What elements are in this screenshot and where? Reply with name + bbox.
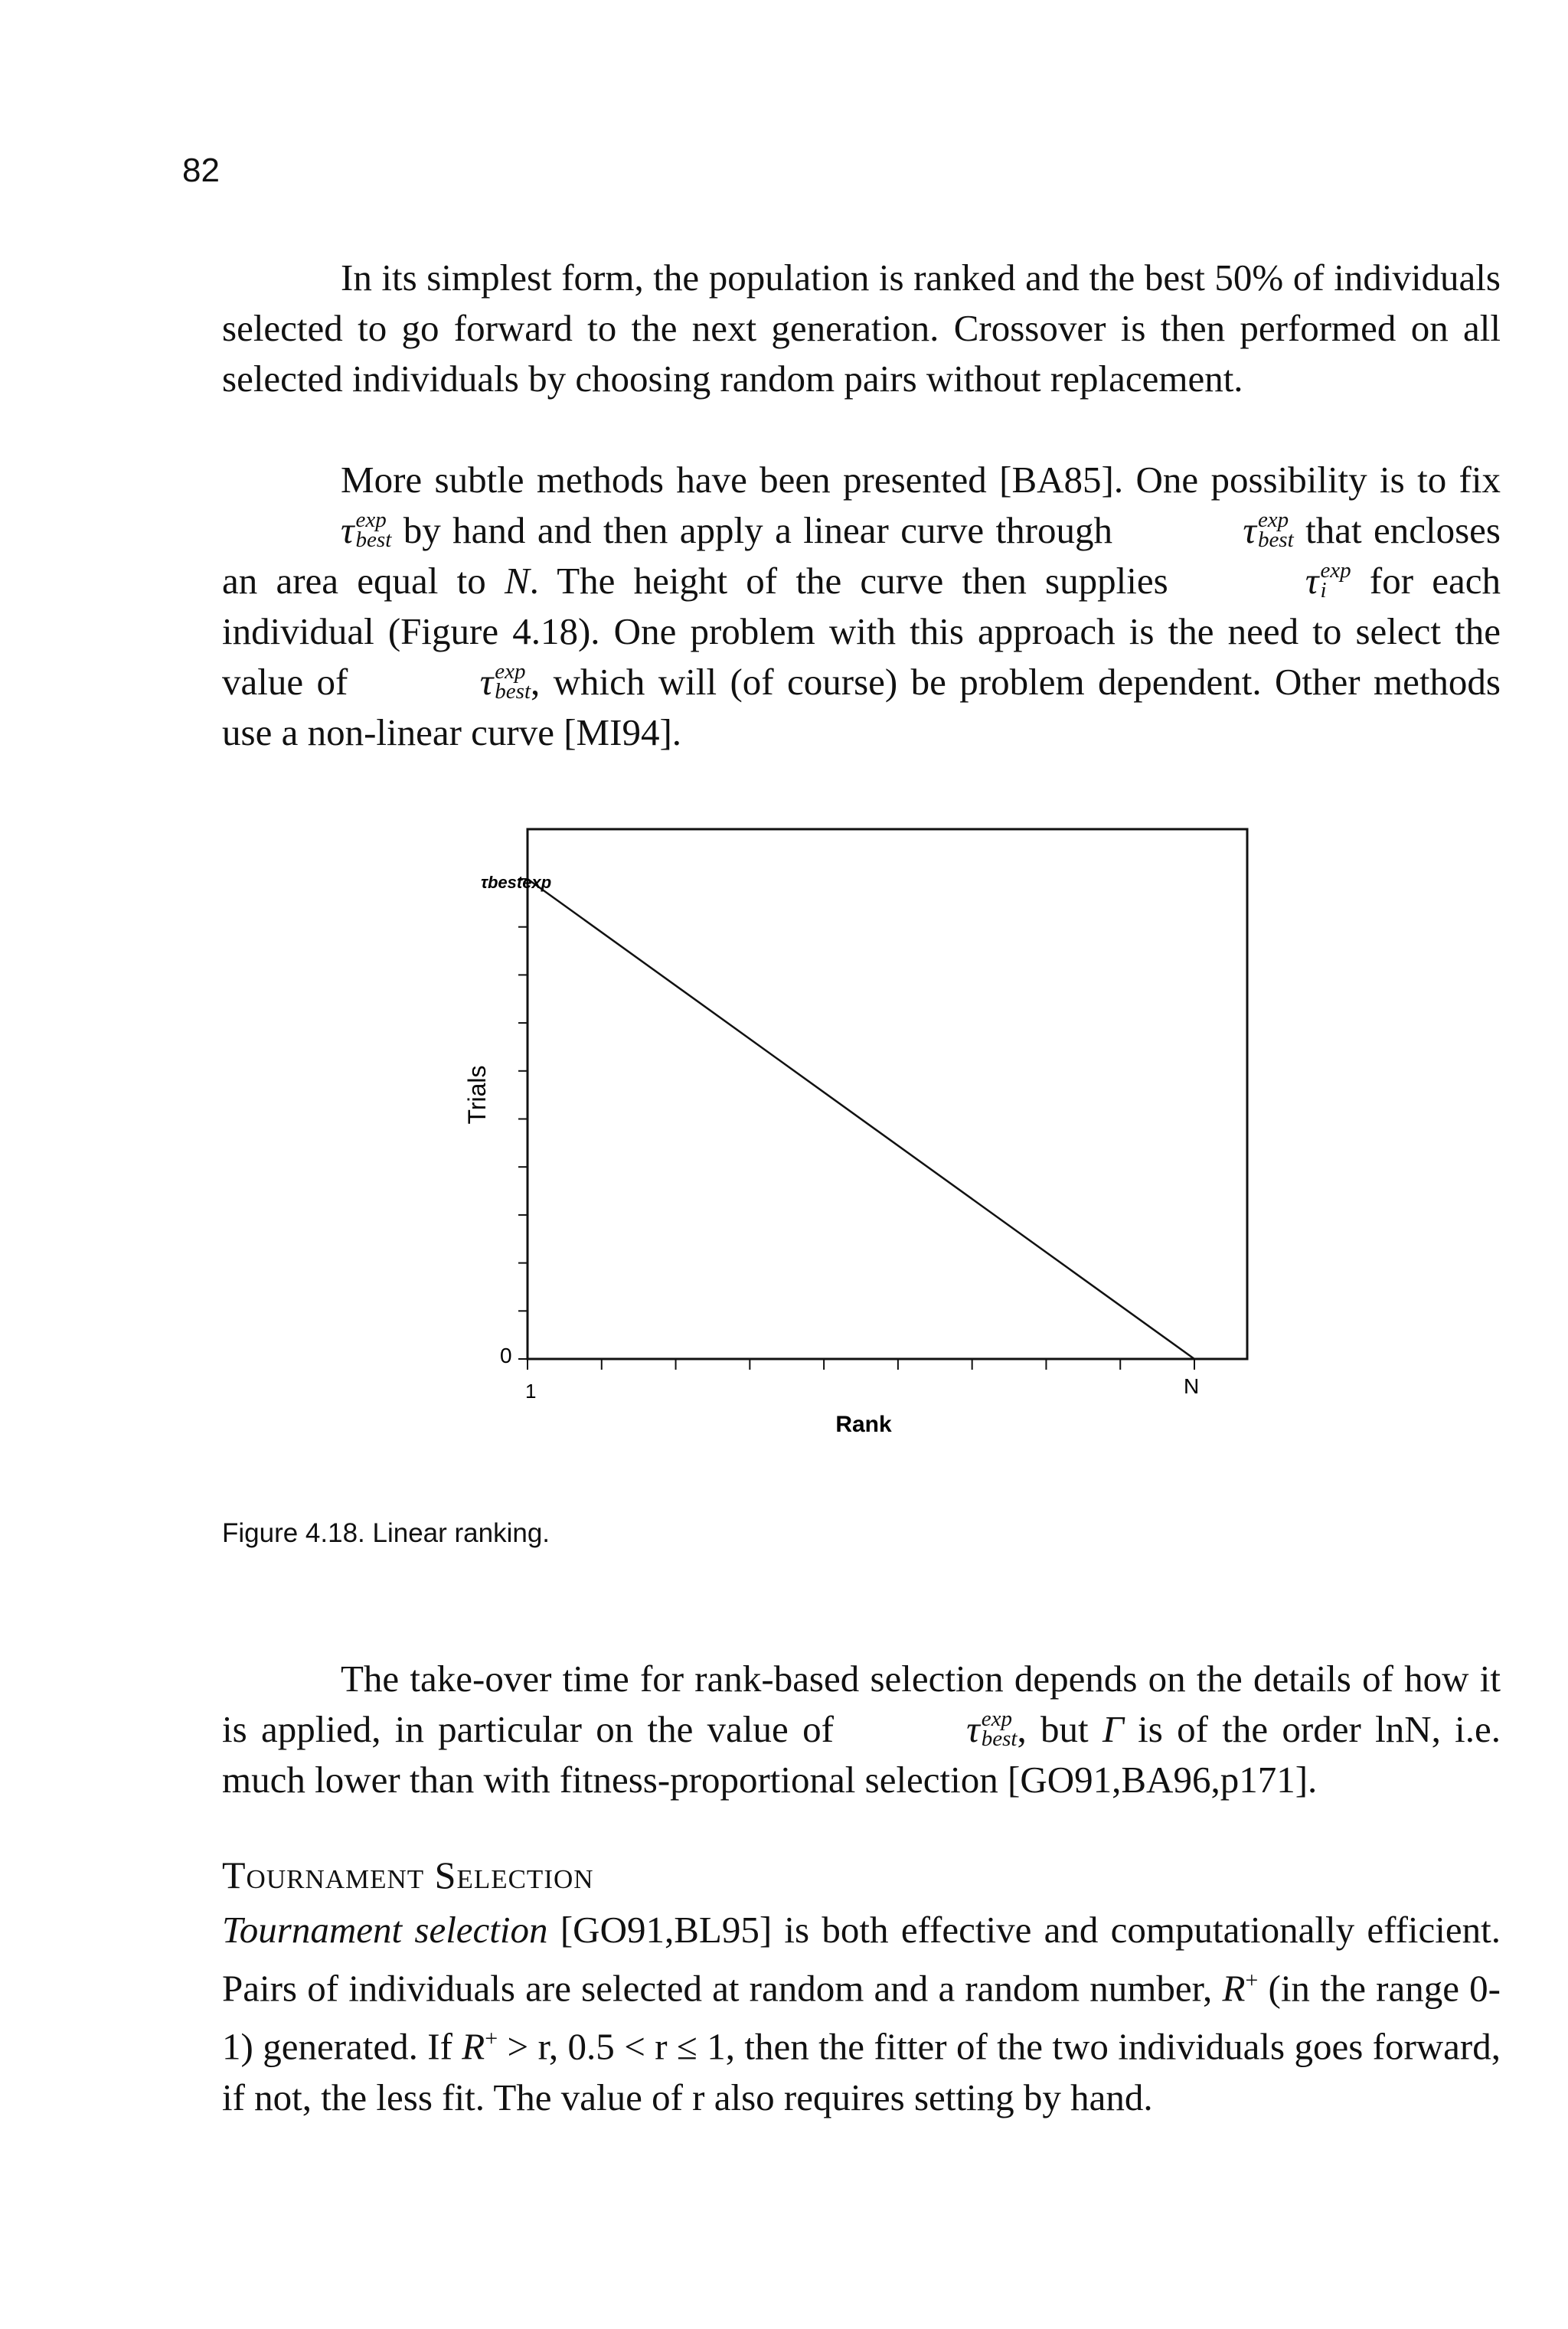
paragraph4-part1: [GO91,BL95] is both effective and computationally efficient. Pairs of individuals are selected at random and a random number, bbox=[222, 1909, 1501, 2010]
paragraph-tournament-selection bbox=[222, 1905, 1501, 2123]
plot-frame bbox=[528, 829, 1247, 1359]
paragraph-simplest-form: In its simplest form, the population is ranked and the best 50% of individuals selected to go forward to the next generation. Crossover is then performed on all selected individuals by choosing random pairs without replacement. bbox=[222, 256, 1501, 400]
y-axis-label: Trials bbox=[463, 1065, 491, 1125]
tournament-selection-term: Tournament selection bbox=[222, 1909, 548, 1951]
x-axis-label: Rank bbox=[835, 1412, 892, 1437]
tau-i-exp-symbol: τ exp i bbox=[1305, 557, 1351, 603]
paragraph2-part5: for each individual (Figure 4.18). One problem with this approach is the need to select the value of bbox=[222, 560, 1501, 703]
x-tick-label-n: N bbox=[1184, 1374, 1200, 1398]
paragraph3-part3: is of the order lnN, i.e. much lower than with fitness-proportional selection [GO91,BA96,p171]. bbox=[222, 1708, 1501, 1801]
n-symbol: N bbox=[504, 560, 530, 602]
paragraph2-part2: by hand and then apply a linear curve through bbox=[403, 509, 1112, 551]
paragraph3-part2: , but bbox=[1017, 1708, 1089, 1750]
series-line-linear-ranking bbox=[528, 879, 1194, 1359]
tau-best-exp-symbol: τ exp best bbox=[479, 658, 531, 704]
gamma-symbol: Γ bbox=[1102, 1708, 1124, 1750]
paragraph2-part1: More subtle methods have been presented [BA85]. One possibility is to fix bbox=[341, 459, 1501, 501]
paragraph2-part3: that encloses an area equal to bbox=[222, 509, 1501, 602]
r-plus-symbol: R+ bbox=[462, 2025, 498, 2068]
paragraph2-part4: . The height of the curve then supplies bbox=[529, 560, 1168, 602]
section-heading-tournament-selection: Tournament Selection bbox=[222, 1854, 594, 1896]
tau-best-exp-symbol: τ exp best bbox=[341, 507, 392, 552]
page-number: 82 bbox=[182, 152, 220, 189]
paragraph3-part1: The take-over time for rank-based selection depends on the details of how it is applied, in particular on the value of bbox=[222, 1658, 1501, 1750]
paragraph-takeover-time bbox=[222, 1654, 1501, 1805]
paragraph4-part2: (in the range 0-1) generated. If bbox=[222, 1967, 1501, 2068]
tau-best-exp-symbol: τ exp best bbox=[1243, 507, 1294, 552]
y-tick-label-zero: 0 bbox=[500, 1344, 512, 1367]
r-plus-symbol: R+ bbox=[1222, 1967, 1259, 2010]
y-top-tau-label: τbestexp bbox=[481, 873, 552, 892]
paragraph2-part6: , which will (of course) be problem dependent. Other methods use a non-linear curve [MI94]. bbox=[222, 661, 1501, 753]
tau-best-exp-symbol: τ exp best bbox=[966, 1706, 1018, 1751]
paragraph4-part3: > r, 0.5 < r ≤ 1, then the fitter of the two individuals goes forward, if not, the less fit. The value of r also requires setting by hand. bbox=[222, 2025, 1501, 2118]
figure-caption: Figure 4.18. Linear ranking. bbox=[222, 1518, 550, 1548]
x-tick-label-one: 1 bbox=[525, 1380, 537, 1403]
